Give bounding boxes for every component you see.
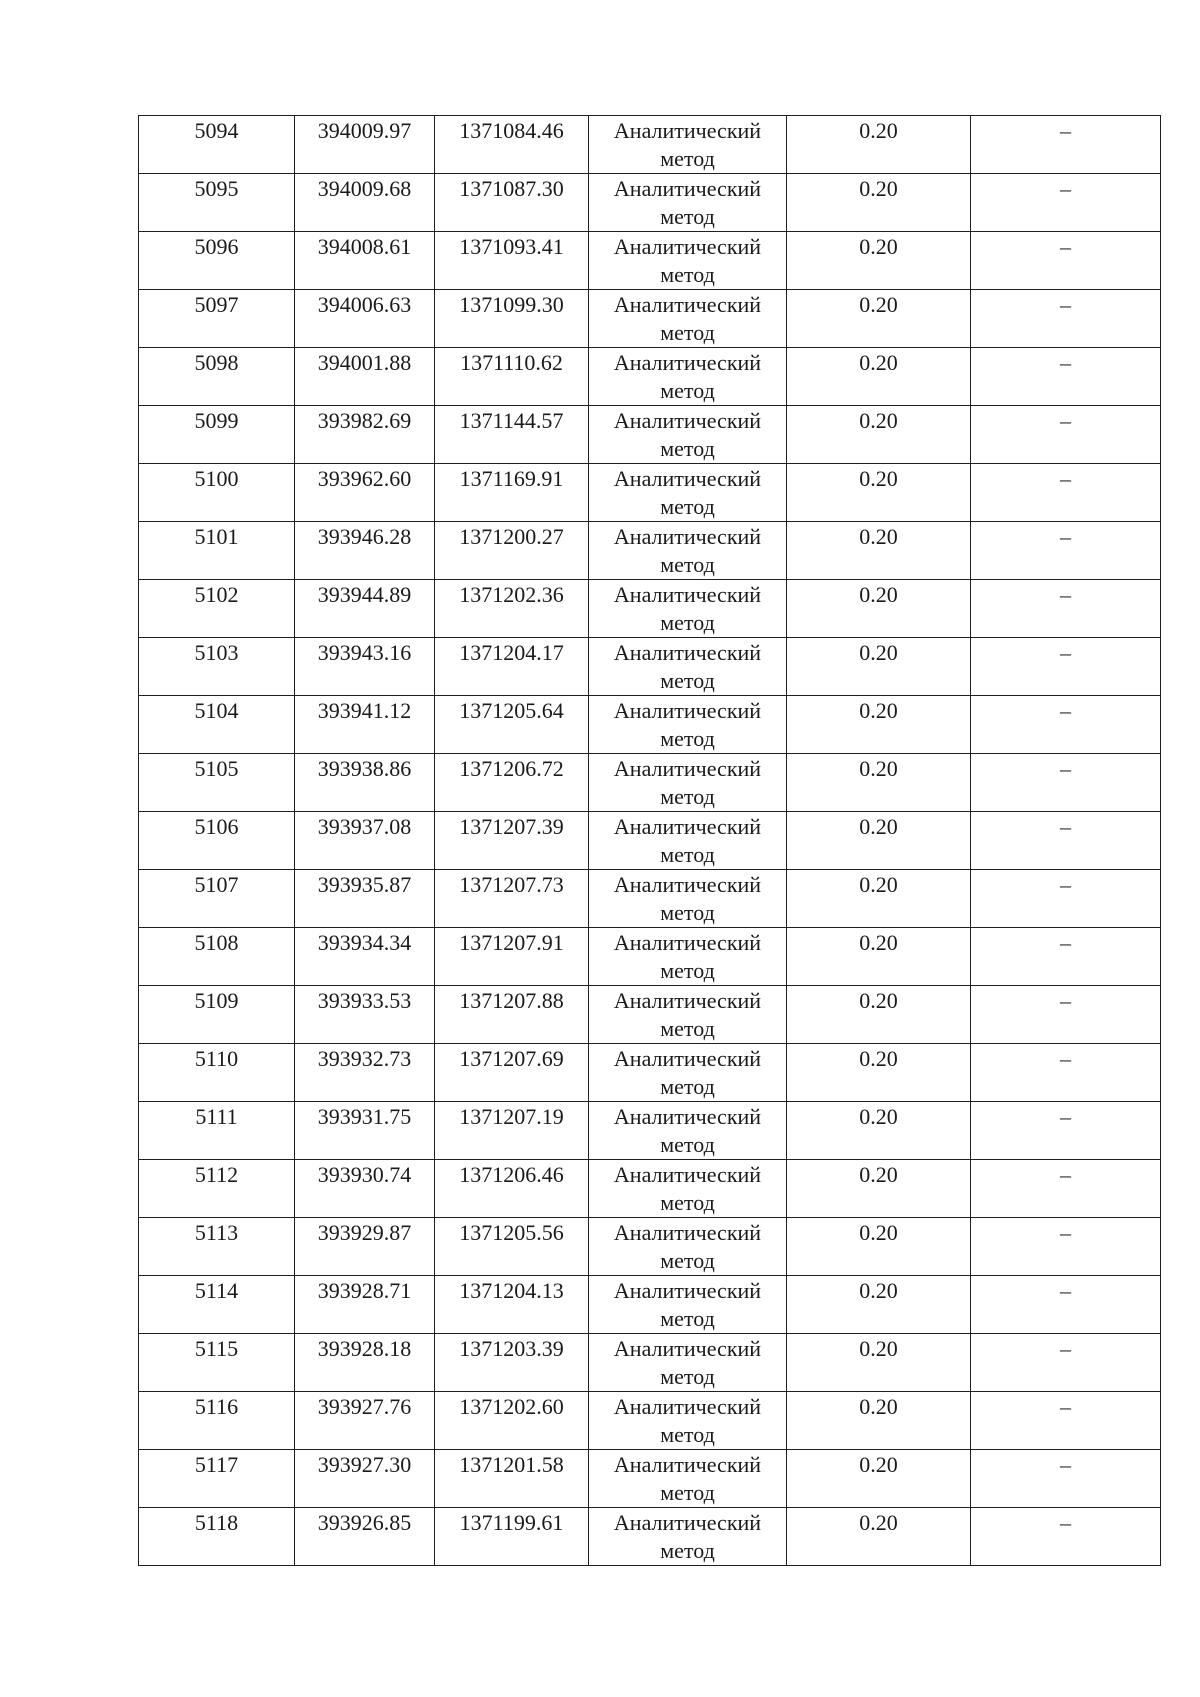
y-coordinate-cell: 1371084.46 — [435, 116, 589, 174]
method-line-2: метод — [660, 726, 715, 751]
table-row — [139, 986, 1161, 1044]
table-row — [139, 1276, 1161, 1334]
method-cell — [589, 1508, 787, 1566]
accuracy-cell: 0.20 — [787, 812, 971, 870]
note-cell: – — [971, 580, 1161, 638]
note-cell: – — [971, 870, 1161, 928]
y-coordinate-cell: 1371093.41 — [435, 232, 589, 290]
point-number-cell: 5114 — [139, 1276, 295, 1334]
point-number-cell: 5103 — [139, 638, 295, 696]
y-coordinate-cell: 1371207.19 — [435, 1102, 589, 1160]
accuracy-cell: 0.20 — [787, 1276, 971, 1334]
table-body — [139, 116, 1161, 1566]
y-coordinate-cell: 1371199.61 — [435, 1508, 589, 1566]
y-coordinate-cell: 1371202.60 — [435, 1392, 589, 1450]
accuracy-cell: 0.20 — [787, 928, 971, 986]
method-line-1: Аналитический — [613, 1394, 762, 1419]
table-row — [139, 464, 1161, 522]
method-cell — [589, 696, 787, 754]
method-line-2: метод — [660, 1422, 715, 1447]
method-line-1: Аналитический — [613, 176, 762, 201]
point-number-cell: 5109 — [139, 986, 295, 1044]
x-coordinate-cell: 394001.88 — [295, 348, 435, 406]
method-line-2: метод — [660, 320, 715, 345]
table-row — [139, 1334, 1161, 1392]
x-coordinate-cell: 393937.08 — [295, 812, 435, 870]
accuracy-cell: 0.20 — [787, 1450, 971, 1508]
x-coordinate-cell: 393941.12 — [295, 696, 435, 754]
accuracy-cell: 0.20 — [787, 1044, 971, 1102]
table-row — [139, 348, 1161, 406]
point-number-cell: 5094 — [139, 116, 295, 174]
method-line-1: Аналитический — [613, 698, 762, 723]
table-row — [139, 754, 1161, 812]
x-coordinate-cell: 393927.30 — [295, 1450, 435, 1508]
method-line-2: метод — [660, 1364, 715, 1389]
method-line-2: метод — [660, 1132, 715, 1157]
method-cell — [589, 406, 787, 464]
method-cell — [589, 580, 787, 638]
x-coordinate-cell: 393928.18 — [295, 1334, 435, 1392]
table-row — [139, 406, 1161, 464]
note-cell: – — [971, 1450, 1161, 1508]
note-cell: – — [971, 290, 1161, 348]
method-line-1: Аналитический — [613, 1278, 762, 1303]
note-cell: – — [971, 754, 1161, 812]
method-line-1: Аналитический — [613, 1220, 762, 1245]
table-row — [139, 696, 1161, 754]
method-cell — [589, 1392, 787, 1450]
point-number-cell: 5107 — [139, 870, 295, 928]
method-line-1: Аналитический — [613, 1162, 762, 1187]
note-cell: – — [971, 1044, 1161, 1102]
method-line-1: Аналитический — [613, 988, 762, 1013]
method-cell — [589, 1218, 787, 1276]
point-number-cell: 5104 — [139, 696, 295, 754]
x-coordinate-cell: 393932.73 — [295, 1044, 435, 1102]
y-coordinate-cell: 1371206.46 — [435, 1160, 589, 1218]
method-line-2: метод — [660, 900, 715, 925]
method-line-2: метод — [660, 436, 715, 461]
y-coordinate-cell: 1371087.30 — [435, 174, 589, 232]
point-number-cell: 5102 — [139, 580, 295, 638]
method-line-2: метод — [660, 958, 715, 983]
y-coordinate-cell: 1371099.30 — [435, 290, 589, 348]
note-cell: – — [971, 696, 1161, 754]
note-cell: – — [971, 406, 1161, 464]
accuracy-cell: 0.20 — [787, 986, 971, 1044]
point-number-cell: 5111 — [139, 1102, 295, 1160]
accuracy-cell: 0.20 — [787, 696, 971, 754]
x-coordinate-cell: 393926.85 — [295, 1508, 435, 1566]
accuracy-cell: 0.20 — [787, 464, 971, 522]
accuracy-cell: 0.20 — [787, 1392, 971, 1450]
y-coordinate-cell: 1371207.73 — [435, 870, 589, 928]
x-coordinate-cell: 393944.89 — [295, 580, 435, 638]
y-coordinate-cell: 1371110.62 — [435, 348, 589, 406]
accuracy-cell: 0.20 — [787, 522, 971, 580]
note-cell: – — [971, 1508, 1161, 1566]
table-row — [139, 290, 1161, 348]
table-row — [139, 1450, 1161, 1508]
method-line-2: метод — [660, 1248, 715, 1273]
method-cell — [589, 1160, 787, 1218]
method-line-2: метод — [660, 784, 715, 809]
table-row — [139, 1218, 1161, 1276]
y-coordinate-cell: 1371204.17 — [435, 638, 589, 696]
method-cell — [589, 1276, 787, 1334]
accuracy-cell: 0.20 — [787, 638, 971, 696]
accuracy-cell: 0.20 — [787, 754, 971, 812]
x-coordinate-cell: 393933.53 — [295, 986, 435, 1044]
x-coordinate-cell: 393935.87 — [295, 870, 435, 928]
method-line-2: метод — [660, 668, 715, 693]
method-cell — [589, 1334, 787, 1392]
method-cell — [589, 638, 787, 696]
note-cell: – — [971, 1334, 1161, 1392]
method-cell — [589, 348, 787, 406]
note-cell: – — [971, 464, 1161, 522]
method-line-2: метод — [660, 610, 715, 635]
method-line-1: Аналитический — [613, 350, 762, 375]
method-cell — [589, 464, 787, 522]
x-coordinate-cell: 393929.87 — [295, 1218, 435, 1276]
x-coordinate-cell: 393962.60 — [295, 464, 435, 522]
method-line-1: Аналитический — [613, 466, 762, 491]
accuracy-cell: 0.20 — [787, 1218, 971, 1276]
method-line-1: Аналитический — [613, 1104, 762, 1129]
method-line-2: метод — [660, 552, 715, 577]
x-coordinate-cell: 393930.74 — [295, 1160, 435, 1218]
method-line-2: метод — [660, 146, 715, 171]
method-line-1: Аналитический — [613, 814, 762, 839]
point-number-cell: 5113 — [139, 1218, 295, 1276]
point-number-cell: 5108 — [139, 928, 295, 986]
point-number-cell: 5098 — [139, 348, 295, 406]
note-cell: – — [971, 812, 1161, 870]
table-row — [139, 522, 1161, 580]
note-cell: – — [971, 1276, 1161, 1334]
accuracy-cell: 0.20 — [787, 348, 971, 406]
note-cell: – — [971, 1392, 1161, 1450]
note-cell: – — [971, 1218, 1161, 1276]
note-cell: – — [971, 522, 1161, 580]
x-coordinate-cell: 393934.34 — [295, 928, 435, 986]
y-coordinate-cell: 1371202.36 — [435, 580, 589, 638]
y-coordinate-cell: 1371207.91 — [435, 928, 589, 986]
accuracy-cell: 0.20 — [787, 1334, 971, 1392]
point-number-cell: 5118 — [139, 1508, 295, 1566]
y-coordinate-cell: 1371200.27 — [435, 522, 589, 580]
note-cell: – — [971, 348, 1161, 406]
method-cell — [589, 1102, 787, 1160]
method-cell — [589, 928, 787, 986]
point-number-cell: 5097 — [139, 290, 295, 348]
method-line-1: Аналитический — [613, 118, 762, 143]
x-coordinate-cell: 393928.71 — [295, 1276, 435, 1334]
point-number-cell: 5116 — [139, 1392, 295, 1450]
method-line-1: Аналитический — [613, 582, 762, 607]
note-cell: – — [971, 986, 1161, 1044]
accuracy-cell: 0.20 — [787, 290, 971, 348]
y-coordinate-cell: 1371205.56 — [435, 1218, 589, 1276]
method-line-2: метод — [660, 1074, 715, 1099]
method-line-1: Аналитический — [613, 1336, 762, 1361]
point-number-cell: 5115 — [139, 1334, 295, 1392]
accuracy-cell: 0.20 — [787, 174, 971, 232]
method-line-1: Аналитический — [613, 524, 762, 549]
table-row — [139, 116, 1161, 174]
x-coordinate-cell: 393931.75 — [295, 1102, 435, 1160]
method-line-2: метод — [660, 842, 715, 867]
method-cell — [589, 1044, 787, 1102]
note-cell: – — [971, 1160, 1161, 1218]
x-coordinate-cell: 393938.86 — [295, 754, 435, 812]
method-line-2: метод — [660, 494, 715, 519]
point-number-cell: 5106 — [139, 812, 295, 870]
y-coordinate-cell: 1371207.39 — [435, 812, 589, 870]
method-cell — [589, 754, 787, 812]
note-cell: – — [971, 116, 1161, 174]
point-number-cell: 5096 — [139, 232, 295, 290]
y-coordinate-cell: 1371144.57 — [435, 406, 589, 464]
accuracy-cell: 0.20 — [787, 116, 971, 174]
accuracy-cell: 0.20 — [787, 406, 971, 464]
y-coordinate-cell: 1371203.39 — [435, 1334, 589, 1392]
method-line-1: Аналитический — [613, 930, 762, 955]
accuracy-cell: 0.20 — [787, 580, 971, 638]
table-row — [139, 928, 1161, 986]
method-line-2: метод — [660, 204, 715, 229]
y-coordinate-cell: 1371204.13 — [435, 1276, 589, 1334]
note-cell: – — [971, 638, 1161, 696]
x-coordinate-cell: 393927.76 — [295, 1392, 435, 1450]
note-cell: – — [971, 1102, 1161, 1160]
method-line-1: Аналитический — [613, 408, 762, 433]
table-row — [139, 580, 1161, 638]
method-line-1: Аналитический — [613, 1452, 762, 1477]
method-line-1: Аналитический — [613, 1046, 762, 1071]
accuracy-cell: 0.20 — [787, 1160, 971, 1218]
table-row — [139, 1508, 1161, 1566]
accuracy-cell: 0.20 — [787, 1102, 971, 1160]
method-line-1: Аналитический — [613, 640, 762, 665]
method-cell — [589, 522, 787, 580]
table-row — [139, 870, 1161, 928]
method-line-1: Аналитический — [613, 872, 762, 897]
table-row — [139, 812, 1161, 870]
note-cell: – — [971, 232, 1161, 290]
y-coordinate-cell: 1371169.91 — [435, 464, 589, 522]
coordinates-table — [138, 115, 1161, 1566]
method-line-2: метод — [660, 1538, 715, 1563]
method-line-1: Аналитический — [613, 234, 762, 259]
table-row — [139, 638, 1161, 696]
point-number-cell: 5110 — [139, 1044, 295, 1102]
method-cell — [589, 870, 787, 928]
method-cell — [589, 986, 787, 1044]
table-row — [139, 1044, 1161, 1102]
method-cell — [589, 1450, 787, 1508]
accuracy-cell: 0.20 — [787, 1508, 971, 1566]
x-coordinate-cell: 393982.69 — [295, 406, 435, 464]
y-coordinate-cell: 1371207.69 — [435, 1044, 589, 1102]
method-line-1: Аналитический — [613, 1510, 762, 1535]
point-number-cell: 5117 — [139, 1450, 295, 1508]
method-line-2: метод — [660, 378, 715, 403]
x-coordinate-cell: 393943.16 — [295, 638, 435, 696]
table-row — [139, 1392, 1161, 1450]
method-line-2: метод — [660, 1306, 715, 1331]
point-number-cell: 5101 — [139, 522, 295, 580]
method-cell — [589, 290, 787, 348]
method-cell — [589, 232, 787, 290]
y-coordinate-cell: 1371207.88 — [435, 986, 589, 1044]
method-line-1: Аналитический — [613, 756, 762, 781]
method-line-2: метод — [660, 1480, 715, 1505]
point-number-cell: 5095 — [139, 174, 295, 232]
x-coordinate-cell: 394006.63 — [295, 290, 435, 348]
point-number-cell: 5099 — [139, 406, 295, 464]
x-coordinate-cell: 394009.68 — [295, 174, 435, 232]
note-cell: – — [971, 928, 1161, 986]
method-line-2: метод — [660, 1016, 715, 1041]
x-coordinate-cell: 394009.97 — [295, 116, 435, 174]
note-cell: – — [971, 174, 1161, 232]
method-cell — [589, 812, 787, 870]
x-coordinate-cell: 393946.28 — [295, 522, 435, 580]
y-coordinate-cell: 1371201.58 — [435, 1450, 589, 1508]
table-row — [139, 1160, 1161, 1218]
y-coordinate-cell: 1371206.72 — [435, 754, 589, 812]
method-cell — [589, 174, 787, 232]
point-number-cell: 5112 — [139, 1160, 295, 1218]
method-line-2: метод — [660, 1190, 715, 1215]
point-number-cell: 5105 — [139, 754, 295, 812]
method-line-2: метод — [660, 262, 715, 287]
table-row — [139, 174, 1161, 232]
accuracy-cell: 0.20 — [787, 870, 971, 928]
method-line-1: Аналитический — [613, 292, 762, 317]
y-coordinate-cell: 1371205.64 — [435, 696, 589, 754]
accuracy-cell: 0.20 — [787, 232, 971, 290]
x-coordinate-cell: 394008.61 — [295, 232, 435, 290]
table-row — [139, 1102, 1161, 1160]
method-cell — [589, 116, 787, 174]
table-row — [139, 232, 1161, 290]
point-number-cell: 5100 — [139, 464, 295, 522]
